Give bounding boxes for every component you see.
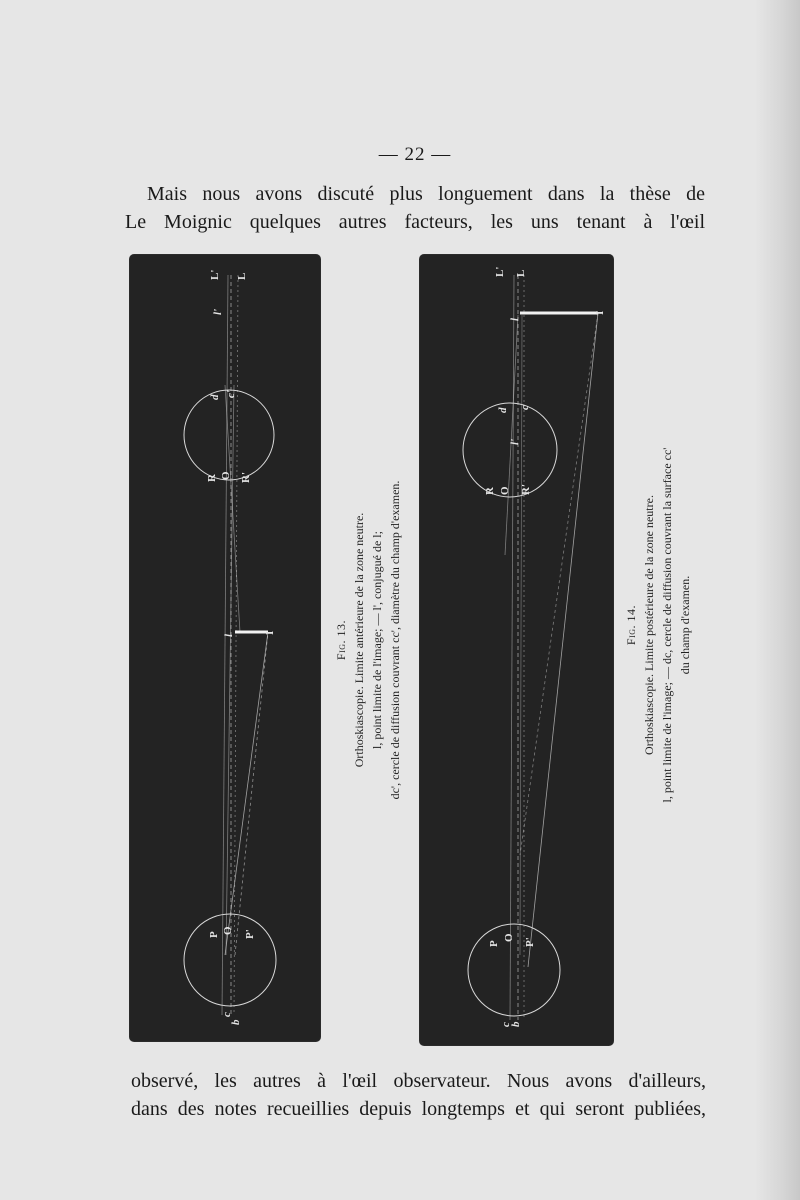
label-l-prime: l' [212, 308, 224, 315]
figure-13-plate [130, 255, 320, 1041]
label-R: R [484, 487, 496, 495]
figure-14-caption [622, 415, 694, 835]
label-R-prime: R' [520, 484, 532, 495]
text-line: Mais nous avons discuté plus longuement dans la thèse de [147, 183, 705, 205]
page-edge-shadow [755, 0, 800, 1200]
label-d: d [209, 394, 221, 400]
label-L: L [515, 269, 527, 277]
label-L: L [236, 272, 248, 280]
text-line: dans des notes recueillies depuis longtemps et qui seront publiées, [131, 1098, 706, 1120]
label-P-prime: P' [524, 937, 536, 947]
label-O-bottom: O [222, 926, 234, 935]
caption-line: Orthoskiascopie. Limite antérieure de la zone neutre. [352, 512, 366, 768]
text-line: observé, les autres à l'œil observateur. Nous avons d'ailleurs, [131, 1070, 706, 1092]
caption-line: l, point limite de l'image; — dc, cercle de diffusion couvrant la surface cc' [660, 447, 674, 803]
label-P-prime: P' [244, 929, 256, 939]
label-P: P [488, 940, 500, 947]
label-O: O [499, 486, 511, 495]
label-P: P [208, 931, 220, 938]
figure-13-diagram [130, 255, 320, 1041]
label-l-prime: l' [509, 438, 521, 445]
label-L-prime: L' [494, 266, 506, 277]
figure-title: Fig. 14. [624, 604, 638, 646]
figure-title: Fig. 13. [334, 619, 348, 661]
page-number: — 22 — [378, 144, 452, 165]
caption-line: Orthoskiascopie. Limite postérieure de la zone neutre. [642, 495, 656, 755]
label-I: I [264, 630, 276, 635]
figure-13-caption [332, 440, 404, 840]
figure-14-plate [420, 255, 613, 1045]
text-line: Le Moignic quelques autres facteurs, les uns tenant à l'œil [125, 211, 705, 233]
figure-14-diagram [420, 255, 613, 1045]
label-c-prime: c' [225, 390, 237, 398]
label-b: b [230, 1019, 242, 1025]
label-O: O [220, 471, 232, 480]
paragraph-top [125, 180, 705, 236]
label-I: I [594, 310, 606, 315]
label-L-prime: L' [209, 269, 221, 280]
label-l: l [509, 317, 521, 321]
label-l: l [223, 633, 235, 637]
label-c: c [221, 1012, 233, 1017]
caption-line: l, point limite de l'image; — l', conjugué de l; [370, 531, 384, 749]
paragraph-bottom [131, 1067, 706, 1123]
label-R-prime: R' [240, 472, 252, 483]
caption-line: du champ d'examen. [678, 575, 692, 675]
label-d: d [497, 407, 509, 413]
caption-line: dc', cercle de diffusion couvrant cc', diamètre du champ d'examen. [388, 480, 402, 800]
label-c: c [519, 405, 531, 410]
label-c-bottom: c [500, 1022, 512, 1027]
label-R: R [206, 474, 218, 482]
label-b: b [510, 1021, 522, 1027]
label-O-bottom: O [503, 933, 515, 942]
